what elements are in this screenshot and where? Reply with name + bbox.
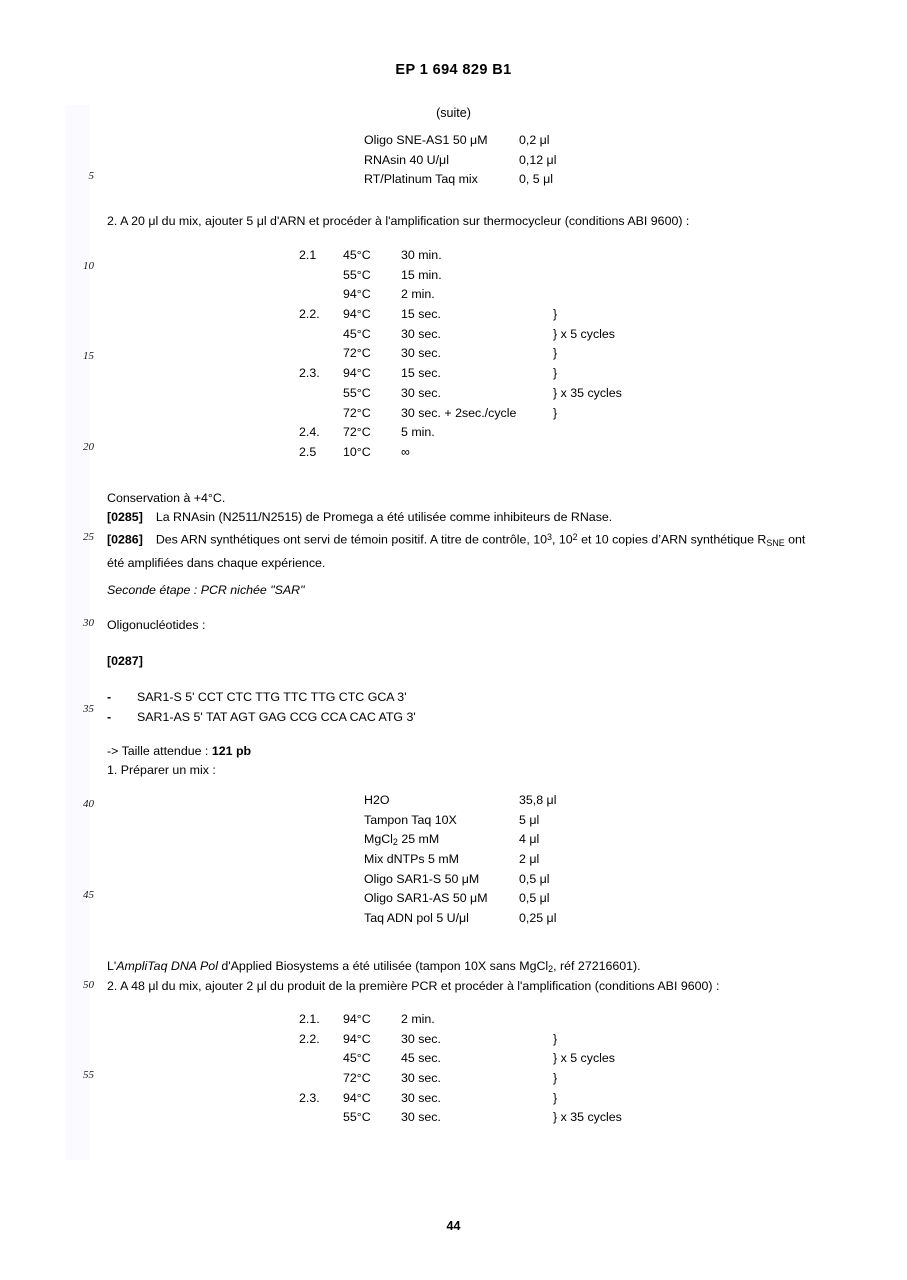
temperature: 72°C: [343, 425, 371, 440]
duration: 15 min.: [401, 267, 442, 282]
table-row: [299, 344, 622, 364]
duration: 2 min.: [401, 1012, 435, 1026]
table-row: [299, 404, 622, 424]
reagent-name: RT/Platinum Taq mix: [364, 172, 478, 187]
cycle-brace: }: [553, 1071, 558, 1086]
duration: 30 sec.: [401, 1031, 441, 1046]
cycle-brace: } x 5 cycles: [553, 1051, 615, 1066]
paragraph-0286: [107, 528, 823, 573]
table-row: [364, 791, 556, 811]
reagent-volume: 0, 5 μl: [519, 172, 554, 187]
reagent-volume: 5 μl: [519, 812, 540, 827]
paragraph-text-part4: ont été amplifiées dans chaque expérience.: [107, 532, 806, 570]
reagent-name: RNAsin 40 U/μl: [364, 152, 449, 167]
second-step-heading: Seconde étape : PCR nichée "SAR": [107, 583, 305, 597]
temperature: 55°C: [343, 1110, 371, 1125]
table-row: [299, 1030, 622, 1050]
line-number: 55: [83, 1069, 94, 1081]
line-number: 45: [83, 889, 94, 901]
table-row: [364, 170, 556, 190]
exponent-3: 3: [547, 532, 552, 542]
table-row: [299, 266, 622, 286]
temperature: 55°C: [343, 385, 371, 400]
cycle-brace: }: [553, 346, 558, 361]
line-number: 15: [83, 350, 94, 362]
amplitaq-suffix-2: , réf 27216601).: [553, 959, 641, 973]
duration: 30 sec.: [401, 1071, 441, 1086]
bullet-dash-icon: -: [107, 690, 112, 704]
amplitaq-suffix-1: d'Applied Biosystems a été utilisée (tampon 10X sans MgCl: [217, 959, 549, 973]
table-row: [299, 1089, 622, 1109]
table-row: [299, 246, 622, 266]
cycle-brace: }: [553, 1090, 558, 1105]
reagent-volume: 4 μl: [519, 832, 540, 847]
reagent-name: Taq ADN pol 5 U/μl: [364, 911, 469, 926]
reagent-volume: 0,12 μl: [519, 152, 557, 167]
exponent-2: 2: [572, 532, 578, 542]
table-row: [299, 325, 622, 345]
instruction-amplification-2: 2. A 48 μl du mix, ajouter 2 μl du produit de la première PCR et procéder à l'amplification (conditions ABI 9600) :: [107, 979, 720, 993]
temperature: 45°C: [343, 326, 371, 341]
duration: 5 min.: [401, 425, 435, 440]
table-row: [364, 870, 556, 890]
primer-list: [107, 688, 416, 727]
temperature: 72°C: [343, 1071, 371, 1086]
line-number: 50: [83, 979, 94, 991]
table-row: [299, 384, 622, 404]
reagent-volume: 0,25 μl: [519, 911, 557, 926]
reagent-name: Oligo SAR1-AS 50 μM: [364, 891, 488, 906]
table-row: [299, 1108, 622, 1128]
cycle-brace: } x 35 cycles: [553, 385, 622, 400]
table-row: [364, 151, 556, 171]
document-header-title: EP 1 694 829 B1: [395, 62, 512, 78]
pcr-cycling-table-1: [299, 246, 622, 463]
table-row: [364, 889, 556, 909]
table-row: [364, 811, 556, 831]
reagent-name: Tampon Taq 10X: [364, 812, 457, 827]
paragraph-number: [0286]: [107, 532, 143, 547]
table-row: [299, 1069, 622, 1089]
duration: 30 sec.: [401, 385, 441, 400]
table-row: [299, 423, 622, 443]
conservation-note: Conservation à +4°C.: [107, 491, 226, 505]
paragraph-0285: [107, 508, 612, 528]
paragraph-number: [0285]: [107, 510, 143, 524]
step-number: 2.5: [299, 444, 317, 459]
temperature: 94°C: [343, 307, 371, 322]
temperature: 94°C: [343, 366, 371, 381]
cycle-brace: }: [553, 405, 558, 420]
reagent-name: Oligo SNE-AS1 50 μM: [364, 133, 488, 147]
reagent-volume: 2 μl: [519, 852, 540, 867]
table-row: [364, 909, 556, 929]
step-number: 2.2.: [299, 307, 320, 322]
table-row: [299, 364, 622, 384]
duration: ∞: [401, 444, 410, 459]
temperature: 94°C: [343, 287, 371, 302]
table-row: [364, 850, 556, 870]
step-number: 2.2.: [299, 1031, 320, 1046]
oligonucleotides-label: Oligonucléotides :: [107, 618, 206, 632]
duration: 15 sec.: [401, 307, 441, 322]
temperature: 45°C: [343, 1051, 371, 1066]
temperature: 45°C: [343, 248, 371, 262]
line-number: 35: [83, 703, 94, 715]
duration: 30 sec.: [401, 346, 441, 361]
primer-sequence: SAR1-S 5' CCT CTC TTG TTC TTG CTC GCA 3': [137, 690, 407, 704]
list-item: [107, 708, 416, 728]
mgcl2-subscript: 2: [548, 964, 554, 975]
step-number: 2.4.: [299, 425, 320, 440]
step-number: 2.3.: [299, 1090, 320, 1105]
temperature: 10°C: [343, 444, 371, 459]
reagent-volume: 0,5 μl: [519, 891, 550, 906]
temperature: 94°C: [343, 1031, 371, 1046]
amplitaq-prefix: L': [107, 959, 117, 973]
temperature: 72°C: [343, 346, 371, 361]
temperature: 72°C: [343, 405, 371, 420]
reagent-name: H2O: [364, 793, 390, 807]
duration: 30 min.: [401, 248, 442, 262]
pcr-cycling-table-2: [299, 1010, 622, 1128]
table-row: [364, 131, 556, 151]
table-row: [364, 830, 556, 850]
primer-sequence: SAR1-AS 5' TAT AGT GAG CCG CCA CAC ATG 3': [137, 709, 416, 724]
reagent-volume: 35,8 μl: [519, 793, 557, 807]
table-row: [299, 305, 622, 325]
cycle-brace: } x 5 cycles: [553, 326, 615, 341]
duration: 30 sec.: [401, 1090, 441, 1105]
paragraph-text-part3: et 10 copies d’ARN synthétique: [577, 532, 758, 547]
cycle-brace: }: [553, 307, 558, 322]
prepare-mix-label: 1. Préparer un mix :: [107, 763, 216, 777]
continuation-label: (suite): [436, 106, 471, 120]
step-number: 2.1.: [299, 1012, 320, 1026]
line-number: 40: [83, 798, 94, 810]
table-row: [299, 1010, 622, 1030]
duration: 2 min.: [401, 287, 435, 302]
duration: 15 sec.: [401, 366, 441, 381]
table-row: [299, 285, 622, 305]
cycle-brace: }: [553, 1031, 558, 1046]
paragraph-number: [0287]: [107, 654, 143, 668]
page-content: [107, 0, 847, 1280]
line-number: 25: [83, 531, 94, 543]
paragraph-text-part2: , 10: [552, 532, 573, 547]
duration: 30 sec.: [401, 326, 441, 341]
page-number: 44: [446, 1219, 461, 1233]
duration: 30 sec. + 2sec./cycle: [401, 405, 517, 420]
amplitaq-product-name: AmpliTaq DNA Pol: [116, 959, 218, 973]
reagent-name: Oligo SAR1-S 50 μM: [364, 871, 480, 886]
expected-size-prefix: -> Taille attendue :: [107, 744, 212, 758]
reagent-mix-table-1: [364, 131, 556, 190]
line-number: 30: [83, 617, 94, 629]
cycle-brace: }: [553, 366, 558, 381]
reagent-name: Mix dNTPs 5 mM: [364, 852, 459, 867]
cycle-brace: } x 35 cycles: [553, 1110, 622, 1125]
paragraph-0287: [107, 652, 143, 672]
line-number-column: [60, 0, 94, 1280]
line-number: 5: [88, 170, 94, 182]
temperature: 94°C: [343, 1090, 371, 1105]
paragraph-text: La RNAsin (N2511/N2515) de Promega a été utilisée comme inhibiteurs de RNase.: [155, 510, 613, 524]
reagent-volume: 0,2 μl: [519, 133, 550, 147]
expected-size-value: 121 pb: [211, 744, 252, 758]
step-number: 2.3.: [299, 366, 320, 381]
paragraph-text-part1: Des ARN synthétiques ont servi de témoin positif. A titre de contrôle, 10: [155, 532, 548, 547]
list-item: [107, 688, 416, 708]
step-number: 2.1: [299, 248, 317, 262]
reagent-mix-table-2: [364, 791, 556, 929]
instruction-amplification-1: 2. A 20 μl du mix, ajouter 5 μl d'ARN et procéder à l'amplification sur thermocycleur (conditions ABI 9600) :: [107, 214, 690, 228]
line-number: 10: [83, 260, 94, 272]
duration: 30 sec.: [401, 1110, 441, 1125]
rna-subscript: SNE: [766, 537, 785, 548]
expected-size-line: [107, 742, 251, 762]
temperature: 55°C: [343, 267, 371, 282]
duration: 45 sec.: [401, 1051, 441, 1066]
line-number: 20: [83, 441, 94, 453]
bullet-dash-icon: -: [107, 709, 112, 724]
reagent-name-mgcl2: MgCl$_2$ 25 mM: [364, 832, 440, 848]
rna-symbol: R: [757, 532, 767, 547]
temperature: 94°C: [343, 1012, 371, 1026]
table-row: [299, 443, 622, 463]
table-row: [299, 1049, 622, 1069]
reagent-volume: 0,5 μl: [519, 871, 550, 886]
